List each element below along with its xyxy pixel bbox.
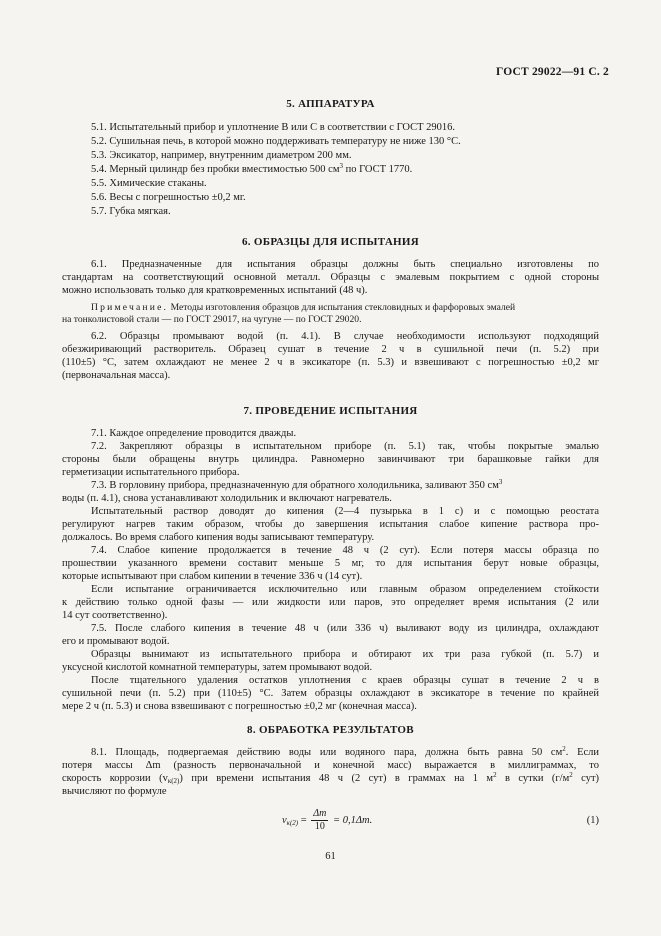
para-7-4b-line-2: к действию только одной фазы — или жидкости или паров, это определяет время испытания (2 или [62, 597, 599, 608]
para-7-4-line-3: которые испытывают при слабом кипении в течение 336 ч (14 сут). [62, 571, 363, 582]
para-7-4-line-2: прошествии указанного времени составит меньше 5 мг, то для испытания берут новые образцы, [62, 558, 599, 569]
para-7-3-line-1: 7.3. В горловину прибора, предназначенную для обратного холодильника, заливают 350 $см^3$ [91, 478, 503, 491]
para-6-1-line-2: стандартам на соответствующий основной металл. Образцы с эмалевым покрытием с одной стороны [62, 272, 599, 283]
note-line-1: Примечание. Методы изготовления образцов для испытания стекловидных и фарфоровых эмалей [91, 302, 516, 313]
para-7-1: 7.1. Каждое определение проводится дважды. [91, 428, 297, 439]
item-5-3: 5.3. Эксикатор, например, внутренним диаметром 200 мм. [91, 150, 352, 161]
para-6-2-line-1: 6.2. Образцы промывают водой (п. 4.1). В случае необходимости используют подходящий [91, 331, 599, 342]
para-7-4b-line-1: Если испытание ограничивается исключительно или главным образом определением стойкости [91, 584, 599, 595]
para-6-1-line-1: 6.1. Предназначенные для испытания образцы должны быть специально изготовлены по [91, 259, 599, 270]
para-6-2-line-4: (первоначальная масса). [62, 370, 171, 381]
para-7-3-line-2: воды (п. 4.1), снова устанавливают холодильник и включают нагреватель. [62, 493, 392, 504]
para-6-1-line-3: можно использовать только для кратковременных испытаний (48 ч). [62, 285, 368, 296]
item-5-6: 5.6. Весы с погрешностью ±0,2 мг. [91, 192, 246, 203]
para-7-5c-line-1: После тщательного удаления остатков уплотнения с краев образцы сушат в течение 2 ч в [91, 675, 599, 686]
para-7-3b-line-2: регулируют нагрев таким образом, чтобы до завершения испытания слабое кипение раствора про- [62, 519, 599, 530]
formula-fraction: $\frac{\Delta m}{10}$ [313, 808, 327, 832]
para-7-2-line-2: стороны были обращены внутрь цилиндра. Равномерно завинчивают три барашковые гайки для [62, 454, 599, 465]
item-5-1: 5.1. Испытательный прибор и уплотнение В или С в соответствии с ГОСТ 29016. [91, 122, 456, 133]
para-7-4-line-1: 7.4. Слабое кипение продолжается в течение 48 ч (2 сут). Если потеря массы образца по [91, 545, 599, 556]
para-8-1-line-3: скорость коррозии $(v_{к(2)})$ при времени испытания 48 ч (2 сут) в граммах на 1 $м^2$ в сутки ($г/м^2$ сут) [62, 771, 600, 785]
para-7-5b-line-1: Образцы вынимают из испытательного прибора и обтирают их три раза губкой (п. 5.7) и [91, 649, 599, 660]
para-6-2-line-3: (110±5) °С, затем охлаждают не менее 2 ч в эксикаторе (п. 5.3) и взвешивают с погрешностью ±0,2 мг [62, 357, 599, 368]
para-7-4b-line-3: 14 сут соответственно). [62, 610, 168, 621]
section-7-title: 7. ПРОВЕДЕНИЕ ИСПЫТАНИЯ [243, 405, 418, 417]
para-7-5c-line-2: сушильной печи (п. 5.2) при (110±5) °С. Затем образцы охлаждают в эксикаторе в течение по крайней [62, 688, 599, 699]
para-6-2-line-2: обезжиривающий растворитель. Образец сушат в течение 2 ч в сушильной печи (п. 5.2) при [62, 344, 599, 355]
para-8-1-line-4: вычисляют по формуле [62, 786, 167, 797]
para-7-5-line-2: его и промывают водой. [62, 636, 170, 647]
item-5-2: 5.2. Сушильная печь, в которой можно поддерживать температуру не ниже 130 °С. [91, 136, 461, 147]
formula-number: (1) [586, 815, 599, 826]
section-8-title: 8. ОБРАБОТКА РЕЗУЛЬТАТОВ [247, 724, 414, 736]
page-header: ГОСТ 29022—91 С. 2 [496, 66, 609, 78]
item-5-5: 5.5. Химические стаканы. [91, 178, 207, 189]
para-7-5b-line-2: уксусной кислотой комнатной температуры, затем промывают водой. [62, 662, 373, 673]
para-8-1-line-1: 8.1. Площадь, подвергаемая действию воды или водяного пара, должна быть равна 50 $см^2$. Если [91, 745, 600, 758]
para-7-5-line-1: 7.5. После слабого кипения в течение 48 ч (или 336 ч) выливают воду из цилиндра, охлаждают [91, 623, 599, 634]
para-7-2-line-1: 7.2. Закрепляют образцы в испытательном приборе (п. 5.1) так, чтобы покрытые эмалью [91, 441, 599, 452]
formula-1: $v_{к(2)}$ = $\frac{\Delta m}{10}$ = 0,1Δm. [282, 808, 373, 832]
para-7-5c-line-3: мере 2 ч (п. 5.3) и снова взвешивают с погрешностью ±0,2 мг (конечная масса). [62, 701, 417, 712]
para-8-1-line-2: потеря массы Δm (разность первоначальной и конечной масс) выражается в миллиграммах, то [62, 760, 599, 771]
section-6-title: 6. ОБРАЗЦЫ ДЛЯ ИСПЫТАНИЯ [241, 236, 420, 248]
para-7-3b-line-1: Испытательный раствор доводят до кипения (2—4 пузырька в 1 с) и с помощью реостата [91, 506, 599, 517]
para-7-2-line-3: герметизации испытательного прибора. [62, 467, 240, 478]
section-5-title: 5. АППАРАТУРА [286, 98, 375, 110]
note-line-2: на тонколистовой стали — по ГОСТ 29017, на чугуне — по ГОСТ 29020. [62, 314, 362, 325]
item-5-4: 5.4. Мерный цилиндр без пробки вместимостью 500 $см^3$ по ГОСТ 1770. [91, 162, 413, 175]
item-5-7: 5.7. Губка мягкая. [91, 206, 171, 217]
page-number: 61 [325, 851, 336, 862]
para-7-3b-line-3: должалось. Во время слабого кипения воды записывают температуру. [62, 532, 375, 543]
